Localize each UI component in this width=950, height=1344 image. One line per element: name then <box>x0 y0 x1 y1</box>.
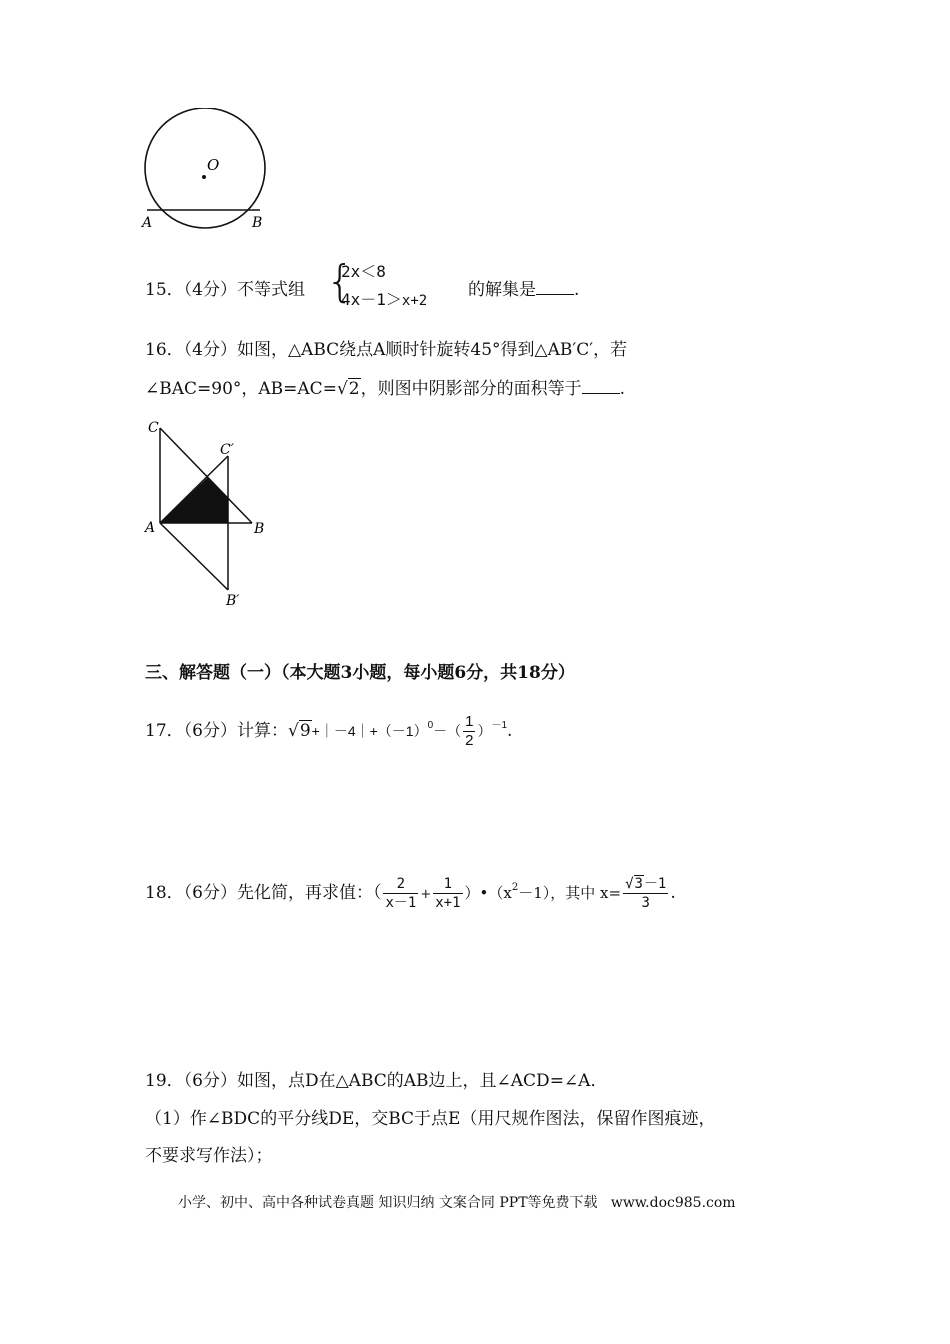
q17-expr3: ） <box>477 723 492 739</box>
q15-text-before: 不等式组 <box>236 280 305 300</box>
q18-number: 18． <box>145 883 184 903</box>
q18-text: 先化简，再求值：（ <box>236 883 382 903</box>
q15-line2a: 4x－1＞ <box>341 290 402 309</box>
question-19-line3: 不要求写作法）； <box>145 1146 273 1166</box>
circle-figure <box>130 108 290 243</box>
q18-f2-num: 1 <box>433 875 462 894</box>
q18-f1-den: x－1 <box>385 895 417 911</box>
sqrt-icon: √3 <box>625 876 643 892</box>
label-b-prime: B′ <box>226 593 240 609</box>
label-c-prime: C′ <box>220 442 234 458</box>
question-16-line2 <box>145 377 625 401</box>
q18-score: （6分） <box>183 883 237 903</box>
q15-brace: { <box>326 256 354 307</box>
q17-end: . <box>507 721 513 741</box>
q16-line2b: ，则图中阴影部分的面积等于 <box>360 379 582 399</box>
q15-score: （4分） <box>183 280 237 300</box>
q18-end: . <box>670 883 676 903</box>
question-19-line2: （1）作∠BDC的平分线DE，交BC于点E（用尺规作图法，保留作图痕迹， <box>145 1109 716 1129</box>
label-c: C <box>148 420 159 436</box>
question-16-line1 <box>145 338 627 362</box>
q17-radicand: 9 <box>299 721 311 741</box>
q19-number: 19． <box>145 1071 184 1091</box>
q17-exp-neg1: －1 <box>491 720 508 731</box>
q18-fraction-3 <box>623 875 668 912</box>
q18-f3-den: 3 <box>641 895 650 911</box>
shaded-region <box>160 477 228 523</box>
q19-score: （6分） <box>183 1071 237 1091</box>
q17-fraction <box>463 713 475 750</box>
q18-exp2: 2 <box>511 882 519 893</box>
q18-fraction-1 <box>383 875 418 912</box>
q17-exp0: 0 <box>427 720 434 731</box>
q15-answer-blank <box>536 278 574 295</box>
triangle-figure <box>140 412 280 612</box>
question-17 <box>145 708 513 749</box>
q16-end: . <box>619 379 626 399</box>
q19-line1: 如图，点D在△ABC的AB边上，且∠ACD=∠A． <box>236 1071 608 1091</box>
q16-number: 16． <box>145 340 184 360</box>
segment-ab-prime <box>160 523 228 590</box>
sqrt-icon: √9 <box>287 721 311 741</box>
q16-score: （4分） <box>183 340 237 360</box>
q17-number: 17． <box>145 721 184 741</box>
question-19-line1 <box>145 1069 607 1093</box>
page-footer: 小学、初中、高中各种试卷真题 知识归纳 文案合同 PPT等免费下载 www.doc985.com <box>178 1195 736 1211</box>
q16-answer-blank <box>582 377 620 394</box>
center-point <box>202 175 206 179</box>
sqrt-icon: √2 <box>336 379 360 399</box>
label-b2: B <box>254 521 265 537</box>
q15-number: 15． <box>145 280 184 300</box>
q18-f3-num-rest: －1 <box>643 876 667 892</box>
q17-frac-num: 1 <box>465 713 474 730</box>
q16-radicand: 2 <box>348 379 360 399</box>
q15-end: . <box>574 280 580 300</box>
q17-frac-den: 2 <box>465 732 474 749</box>
q15-line2b: x+2 <box>401 293 428 309</box>
q18-f2-den: x+1 <box>435 895 461 911</box>
label-b: B <box>252 215 263 231</box>
q15-text-after: 的解集是 <box>468 280 536 300</box>
q18-f3-radicand: 3 <box>634 876 643 892</box>
q18-fraction-2 <box>433 875 462 912</box>
q18-plus: + <box>420 887 432 902</box>
label-a: A <box>142 215 153 231</box>
q18-mid2: －1），其中 x= <box>518 884 622 902</box>
q16-line1: 如图，△ABC绕点A顺时针旋转45°得到△AB′C′，若 <box>236 340 628 360</box>
q17-text: 计算： <box>236 721 288 741</box>
label-a2: A <box>145 520 156 536</box>
q16-line2a: ∠BAC=90°，AB=AC= <box>145 379 337 399</box>
q17-expr2: －（ <box>433 723 462 739</box>
q17-score: （6分） <box>183 721 237 741</box>
q18-mid: ）•（x <box>464 884 512 902</box>
section-3-heading: 三、解答题（一）（本大题3小题，每小题6分，共18分） <box>145 663 575 683</box>
q17-expr1: +｜－4｜+（－1） <box>311 723 428 739</box>
label-o: O <box>207 156 220 174</box>
q18-f1-num: 2 <box>383 875 418 894</box>
q15-line1: 2x＜8 <box>341 262 386 281</box>
question-18 <box>145 866 676 910</box>
